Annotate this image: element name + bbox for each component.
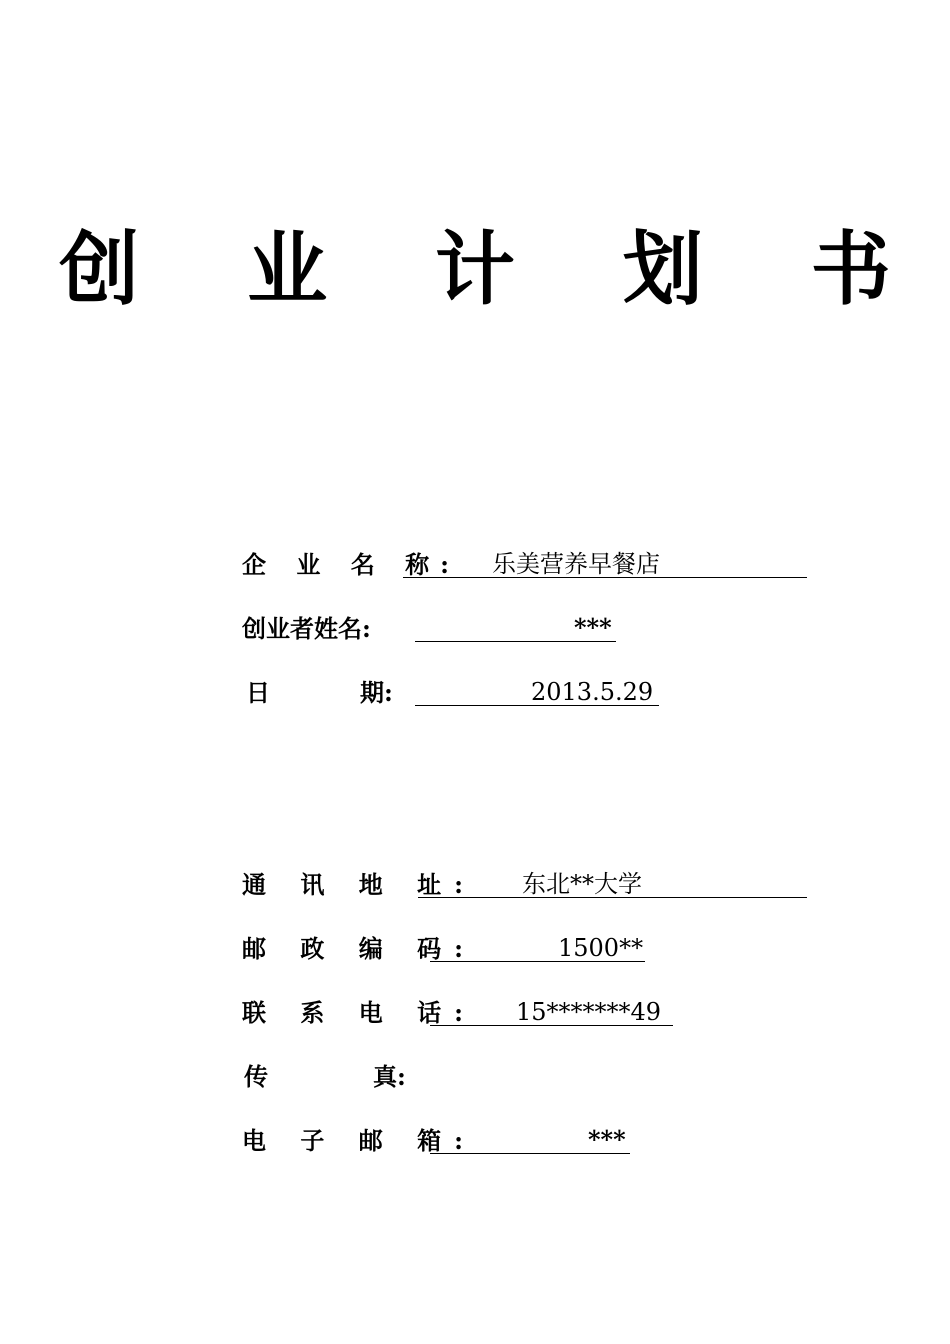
founder-name-label: 创业者姓名: <box>242 614 371 643</box>
company-name-row <box>242 540 812 580</box>
email-value: *** <box>588 1125 626 1154</box>
fax-label-second: 真: <box>373 1062 406 1091</box>
document-title: 创 业 计 划 书 <box>59 223 931 316</box>
fax-label-first: 传 <box>244 1062 268 1091</box>
email-row <box>242 1116 662 1156</box>
date-row <box>242 668 662 708</box>
postcode-value: 1500** <box>558 934 644 962</box>
phone-value: 15*******49 <box>516 998 662 1026</box>
address-label: 通 讯 地 址: <box>242 870 476 899</box>
postcode-label: 邮 政 编 码: <box>242 934 476 963</box>
date-label-second: 期: <box>360 678 393 707</box>
date-value: 2013.5.29 <box>531 678 654 706</box>
date-label-first: 日 <box>246 678 270 707</box>
email-label: 电 子 邮 箱: <box>242 1126 476 1155</box>
founder-name-value: *** <box>574 613 612 642</box>
company-name-value: 乐美营养早餐店 <box>492 550 660 578</box>
phone-row <box>242 988 682 1028</box>
fax-row <box>242 1052 662 1092</box>
address-row <box>242 860 812 900</box>
phone-label: 联 系 电 话: <box>242 998 476 1027</box>
address-value: 东北**大学 <box>522 870 642 898</box>
founder-name-row <box>242 604 662 644</box>
company-name-label: 企 业 名 称: <box>242 550 460 579</box>
postcode-row <box>242 924 662 964</box>
